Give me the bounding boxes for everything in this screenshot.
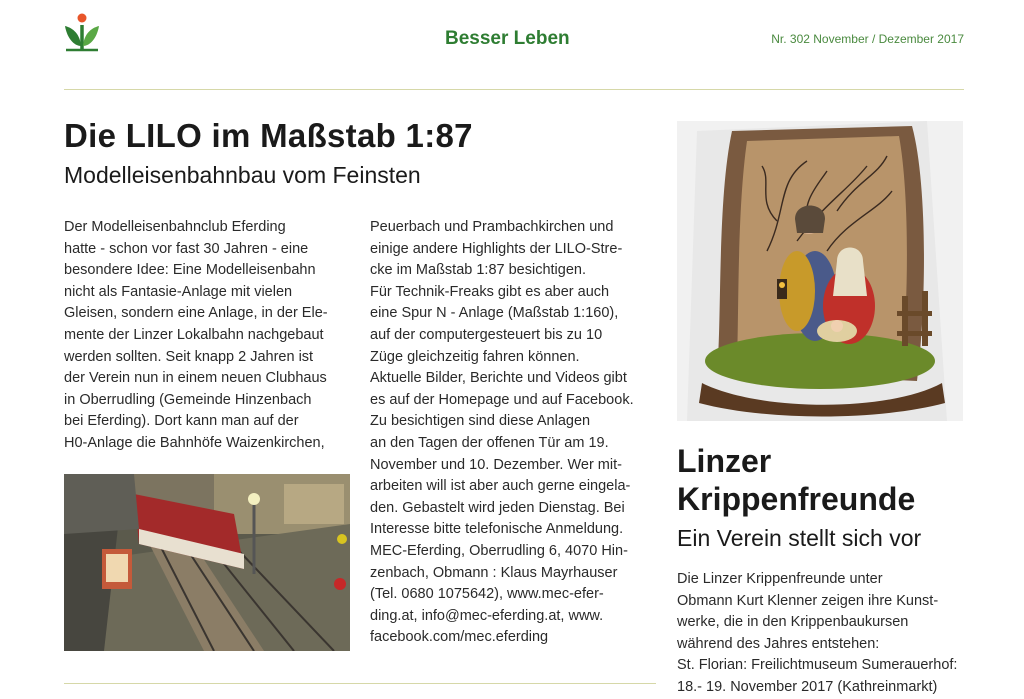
text-line: Der Modelleisenbahnclub Eferding [64, 219, 286, 235]
text-line: Zu besichtigen sind diese Anlagen [370, 413, 591, 430]
text-line: St. Florian: Freilichtmuseum Sumerauerhof: [677, 657, 958, 674]
text-line: auf der computergesteuert bis zu 10 [370, 326, 603, 343]
text-line: 18.- 19. November 2017 (Kathreinmarkt) [677, 678, 938, 695]
text-line: bei Eferding). Dort kann man auf der [64, 413, 299, 430]
issue-number: Nr. 302 November / Dezember 2017 [771, 32, 964, 46]
text-line: nicht als Fantasie-Anlage mit vielen [64, 283, 293, 300]
text-line: der Verein nun in einem neuen Clubhaus [64, 370, 327, 387]
text-line: es auf der Homepage und auf Facebook. [370, 391, 634, 408]
article-column-2 [370, 217, 662, 649]
article-subtitle: Modelleisenbahnbau vom Feinsten [64, 162, 421, 188]
article-title: Die LILO im Maßstab 1:87 [64, 117, 473, 154]
article2-title-line-2: Krippenfreunde [677, 481, 916, 517]
text-line: ding.at, info@mec-eferding.at, www. [370, 607, 604, 624]
text-line: Die Linzer Krippenfreunde unter [677, 571, 883, 587]
article2-title [677, 442, 915, 518]
sprout-logo-icon [62, 12, 102, 52]
text-line: Aktuelle Bilder, Berichte und Videos gibt [370, 370, 627, 387]
text-line: facebook.com/mec.eferding [370, 629, 549, 646]
text-line: Gleisen, sondern eine Anlage, in der Ele- [64, 305, 328, 322]
text-line: den. Gebastelt wird jeden Dienstag. Bei [370, 499, 625, 516]
text-line: einige andere Highlights der LILO-Stre- [370, 240, 623, 257]
text-line: werke, die in den Krippenbaukursen [677, 614, 909, 631]
article-column-1 [64, 217, 354, 455]
text-line: zenbach, Obmann : Klaus Mayrhauser [370, 564, 618, 581]
text-line: (Tel. 0680 1075642), www.mec-efer- [370, 586, 604, 603]
text-line: in Oberrudling (Gemeinde Hinzenbach [64, 391, 312, 408]
footer-divider [64, 683, 656, 684]
text-line: mente der Linzer Lokalbahn nachgebaut [64, 326, 324, 343]
text-line: Peuerbach und Prambachkirchen und [370, 219, 614, 235]
article2-subtitle: Ein Verein stellt sich vor [677, 525, 922, 551]
text-line: werden sollten. Seit knapp 2 Jahren ist [64, 348, 314, 365]
article2-title-line-1: Linzer [677, 443, 772, 479]
header-divider [64, 89, 964, 90]
text-line: November und 10. Dezember. Wer mit- [370, 456, 622, 473]
text-line: Für Technik-Freaks gibt es aber auch [370, 283, 610, 300]
text-line: Interesse bitte telefonische Anmeldung. [370, 521, 624, 538]
magazine-title: Besser Leben [445, 28, 570, 49]
nativity-crib-photo [677, 121, 963, 421]
text-line: cke im Maßstab 1:87 besichtigen. [370, 262, 586, 279]
article2-column [677, 569, 967, 699]
text-line: hatte - schon vor fast 30 Jahren - eine [64, 240, 309, 257]
text-line: MEC-Eferding, Oberrudling 6, 4070 Hin- [370, 542, 628, 559]
text-line: an den Tagen der offenen Tür am 19. [370, 434, 609, 451]
text-line: eine Spur N - Anlage (Maßstab 1:160), [370, 305, 619, 322]
text-line: arbeiten will ist aber auch gerne eingela- [370, 478, 631, 495]
text-line: Züge gleichzeitig fahren können. [370, 348, 580, 365]
text-line: H0-Anlage die Bahnhöfe Waizenkirchen, [64, 434, 325, 451]
text-line: besondere Idee: Eine Modelleisenbahn [64, 262, 316, 279]
text-line: Obmann Kurt Klenner zeigen ihre Kunst- [677, 592, 939, 609]
model-railway-photo [64, 474, 350, 651]
text-line: während des Jahres entstehen: [677, 635, 880, 652]
